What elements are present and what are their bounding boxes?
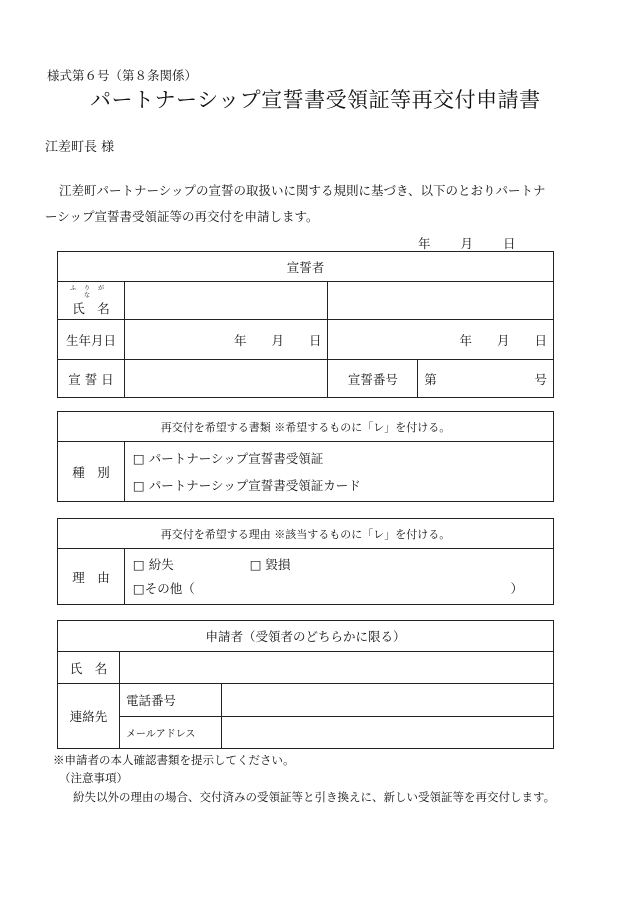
application-date[interactable] xyxy=(418,234,516,252)
name-ruby: ふりがな xyxy=(69,284,112,299)
applicant-table xyxy=(57,620,554,749)
reason-other-checkbox[interactable]: □その他（ xyxy=(132,580,195,596)
email-label: メールアドレス xyxy=(119,717,221,749)
oath-number-field[interactable] xyxy=(418,360,554,398)
applicant-header: 申請者（受領者のどちらかに限る） xyxy=(58,621,554,652)
form-number: 様式第６号（第８条関係） xyxy=(47,68,198,83)
contact-label: 連絡先 xyxy=(58,684,120,749)
birth-label: 生年月日 xyxy=(58,320,125,360)
notes-text: 紛失以外の理由の場合、交付済みの受領証等と引き換えに、新しい受領証等を再交付します。 xyxy=(73,790,556,804)
document-type-header: 再交付を希望する書類 ※希望するものに「レ」を付ける。 xyxy=(58,412,554,442)
addressee: 江差町長 様 xyxy=(45,140,115,155)
applicant-name-label: 氏 名 xyxy=(58,652,120,684)
applicant-name-field[interactable] xyxy=(119,652,553,684)
notes-heading: （注意事項） xyxy=(59,771,128,785)
oath-date-label: 宣 誓 日 xyxy=(58,360,125,398)
document-type-table xyxy=(57,411,554,502)
oath-taker-header: 宣誓者 xyxy=(58,252,554,282)
reason-table xyxy=(57,518,554,605)
id-document-note: ※申請者の本人確認書類を提示してください。 xyxy=(53,753,295,767)
phone-label: 電話番号 xyxy=(119,684,221,717)
birth-date-field-1[interactable]: 年 月 日 xyxy=(124,320,328,360)
type-label: 種 別 xyxy=(58,442,125,502)
name-label-cell xyxy=(58,282,125,320)
reason-other-close: ） xyxy=(510,580,523,596)
name-field-1[interactable] xyxy=(124,282,328,320)
phone-field[interactable] xyxy=(221,684,553,717)
page-title: パートナーシップ宣誓書受領証等再交付申請書 xyxy=(90,88,541,112)
email-field[interactable] xyxy=(221,717,553,749)
oath-taker-table xyxy=(57,251,554,398)
name-label: 氏 名 xyxy=(72,300,110,316)
reason-header: 再交付を希望する理由 ※該当するものに「レ」を付ける。 xyxy=(58,519,554,549)
oath-number-suffix: 号 xyxy=(534,371,547,387)
oath-number-label: 宣誓番号 xyxy=(328,360,418,398)
date-day-label: 日 xyxy=(503,236,516,251)
reason-lost-checkbox[interactable]: □ 紛失 xyxy=(132,556,174,572)
oath-date-field[interactable] xyxy=(124,360,328,398)
reason-label: 理 由 xyxy=(58,549,125,605)
option-card-checkbox[interactable]: □ パートナーシップ宣誓書受領証カード xyxy=(132,477,361,493)
birth-date-field-2[interactable]: 年 月 日 xyxy=(328,320,554,360)
oath-number-prefix: 第 xyxy=(424,371,437,387)
reason-damaged-checkbox[interactable]: □ 毀損 xyxy=(249,556,291,572)
option-certificate-checkbox[interactable]: □ パートナーシップ宣誓書受領証 xyxy=(132,450,324,466)
date-month-label: 月 xyxy=(460,236,474,251)
name-field-2[interactable] xyxy=(328,282,554,320)
application-statement: 江差町パートナーシップの宣誓の取扱いに関する規則に基づき、以下のとおりパートナーシップ宣誓書受領証等の再交付を申請します。 xyxy=(45,183,546,224)
date-year-label: 年 xyxy=(418,236,431,251)
